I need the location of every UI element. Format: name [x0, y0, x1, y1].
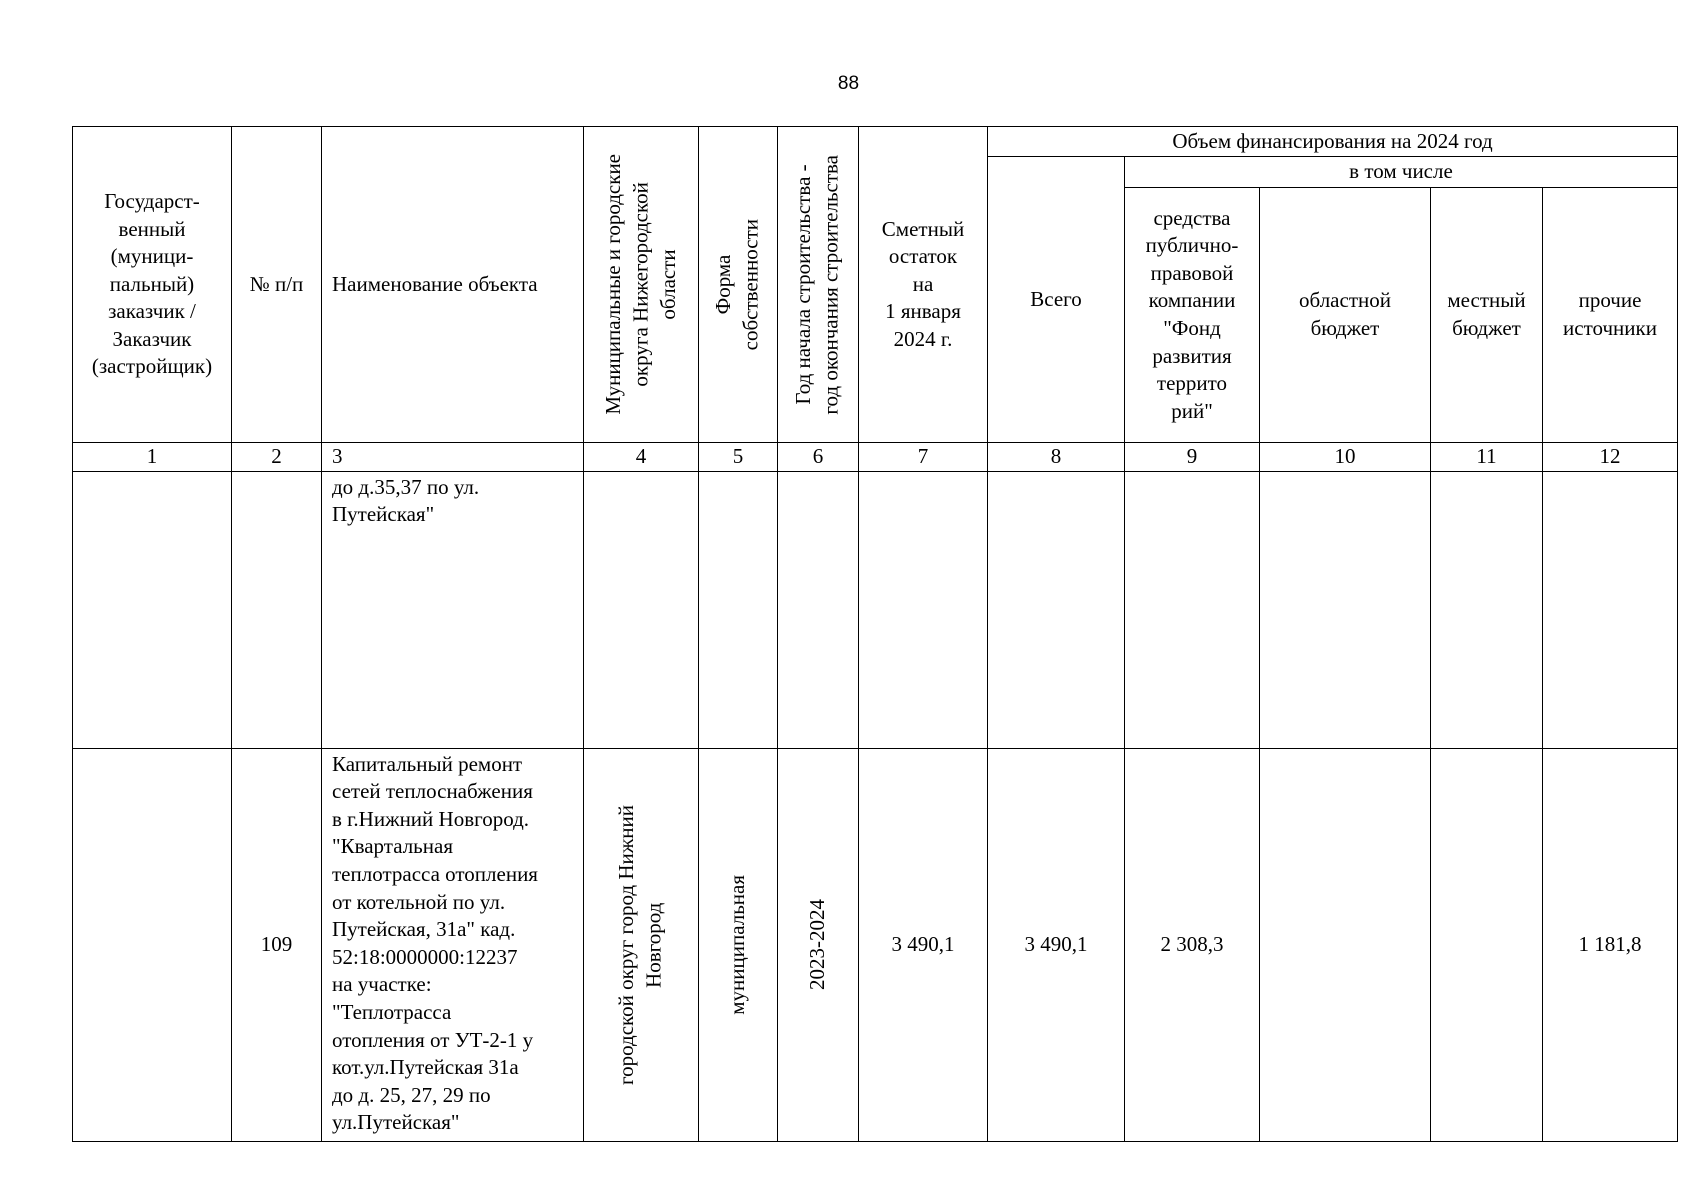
header-other-line: источники	[1563, 316, 1657, 340]
object-name-line: отопления от УТ-2-1 у	[332, 1027, 534, 1052]
header-customer-line: пальный)	[109, 271, 195, 296]
object-name-line: до д.35,37 по ул.	[332, 474, 480, 499]
header-other	[1543, 188, 1678, 443]
header-fund-line: рий"	[1171, 398, 1213, 423]
column-number: 11	[1431, 443, 1543, 472]
object-name-line: от котельной по ул.	[332, 889, 506, 914]
header-row-1	[73, 127, 1678, 157]
header-fund-line: компании	[1148, 288, 1236, 313]
column-number: 2	[232, 443, 322, 472]
header-estimate-line: 2024 г.	[893, 326, 953, 351]
years-text: 2023-2024	[805, 899, 830, 991]
table-row	[73, 748, 1678, 1141]
header-years-line: Год начала строительства -	[791, 164, 816, 405]
page-number: 88	[837, 73, 860, 94]
header-fund-line: террито	[1156, 371, 1228, 396]
object-name-line: "Теплотрасса	[332, 999, 452, 1024]
header-local-line: местный	[1447, 288, 1526, 313]
header-including: в том числе	[1125, 157, 1678, 188]
header-regional-line: бюджет	[1310, 316, 1380, 340]
cell-years	[778, 471, 859, 748]
object-name-line: до д. 25, 27, 29 по	[332, 1082, 491, 1107]
cell-total	[988, 471, 1125, 748]
cell-municipality	[584, 748, 699, 1141]
header-ownership	[699, 127, 778, 443]
header-estimate-line: Сметный	[881, 216, 965, 241]
object-name-line: Путейская, 31а" кад.	[332, 917, 516, 942]
header-customer-line: Заказчик	[112, 326, 192, 351]
header-estimate	[859, 127, 988, 443]
column-number: 7	[859, 443, 988, 472]
cell-other	[1543, 471, 1678, 748]
financing-table	[72, 126, 1678, 1142]
municipality-line: городской округ город Нижний	[614, 804, 639, 1085]
cell-estimate: 3 490,1	[859, 748, 988, 1141]
header-customer-line: заказчик /	[108, 299, 196, 324]
object-name-line: "Квартальная	[332, 834, 453, 859]
header-municipalities-line: округа Нижегородской	[628, 182, 653, 387]
header-customer-line: (муници-	[110, 244, 194, 269]
header-funding-title: Объем финансирования на 2024 год	[988, 127, 1678, 157]
cell-ownership	[699, 748, 778, 1141]
column-number: 12	[1543, 443, 1678, 472]
header-local-line: бюджет	[1452, 316, 1521, 340]
cell-regional	[1260, 471, 1431, 748]
object-name-line: сетей теплоснабжения	[332, 779, 533, 804]
header-other-line: прочие	[1578, 288, 1642, 313]
cell-total: 3 490,1	[988, 748, 1125, 1141]
table-row	[73, 471, 1678, 748]
header-ownership-line: Форма	[711, 254, 736, 315]
header-fund-line: развития	[1152, 343, 1232, 368]
cell-regional	[1260, 748, 1431, 1141]
column-number: 10	[1260, 443, 1431, 472]
column-number: 1	[73, 443, 232, 472]
header-estimate-line: на	[912, 271, 934, 296]
header-years	[778, 127, 859, 443]
header-total: Всего	[988, 157, 1125, 443]
column-number: 6	[778, 443, 859, 472]
object-name-line: Капитальный ремонт	[332, 751, 523, 776]
cell-years	[778, 748, 859, 1141]
column-number: 3	[322, 443, 584, 472]
cell-fund	[1125, 471, 1260, 748]
cell-customer	[73, 748, 232, 1141]
cell-estimate	[859, 471, 988, 748]
header-estimate-line: 1 января	[885, 299, 961, 324]
ownership-text: муниципальная	[725, 874, 750, 1015]
header-object-name: Наименование объекта	[322, 127, 584, 443]
header-local	[1431, 188, 1543, 443]
object-name-line: теплотрасса отопления	[332, 861, 538, 886]
header-ownership-line: собственности	[739, 218, 763, 351]
object-name-line: кот.ул.Путейская 31а	[332, 1055, 519, 1080]
column-number: 4	[584, 443, 699, 472]
column-numbers-row	[73, 443, 1678, 472]
object-name-line: на участке:	[332, 972, 432, 997]
cell-municipality	[584, 471, 699, 748]
cell-object-name	[322, 748, 584, 1141]
header-fund-line: публично-	[1145, 233, 1239, 258]
header-fund-line: "Фонд	[1163, 316, 1221, 340]
header-fund	[1125, 188, 1260, 443]
cell-customer	[73, 471, 232, 748]
header-customer	[73, 127, 232, 443]
header-regional	[1260, 188, 1431, 443]
header-customer-line: (застройщик)	[91, 354, 213, 379]
cell-local	[1431, 748, 1543, 1141]
object-name-line: 52:18:0000000:12237	[332, 944, 518, 969]
header-regional-line: областной	[1299, 288, 1391, 313]
object-name-line: Путейская"	[332, 502, 435, 527]
header-customer-line: венный	[118, 216, 186, 241]
cell-ownership	[699, 471, 778, 748]
cell-local	[1431, 471, 1543, 748]
header-customer-line: Государст-	[104, 188, 200, 213]
cell-object-name	[322, 471, 584, 748]
column-number: 5	[699, 443, 778, 472]
header-fund-line: средства	[1153, 205, 1231, 230]
header-years-line: год окончания строительства	[819, 154, 843, 415]
cell-fund: 2 308,3	[1125, 748, 1260, 1141]
column-number: 8	[988, 443, 1125, 472]
header-municipalities-line: Муниципальные и городские	[600, 154, 625, 415]
cell-other: 1 181,8	[1543, 748, 1678, 1141]
header-municipalities-line: области	[655, 249, 680, 320]
header-estimate-line: остаток	[888, 244, 958, 269]
cell-number	[232, 471, 322, 748]
object-name-line: в г.Нижний Новгород.	[332, 806, 530, 831]
header-number: № п/п	[232, 127, 322, 443]
municipality-line: Новгород	[642, 901, 666, 988]
column-number: 9	[1125, 443, 1260, 472]
header-municipalities	[584, 127, 699, 443]
object-name-line: ул.Путейская"	[332, 1110, 460, 1135]
cell-number: 109	[232, 748, 322, 1141]
header-fund-line: правовой	[1150, 260, 1234, 285]
